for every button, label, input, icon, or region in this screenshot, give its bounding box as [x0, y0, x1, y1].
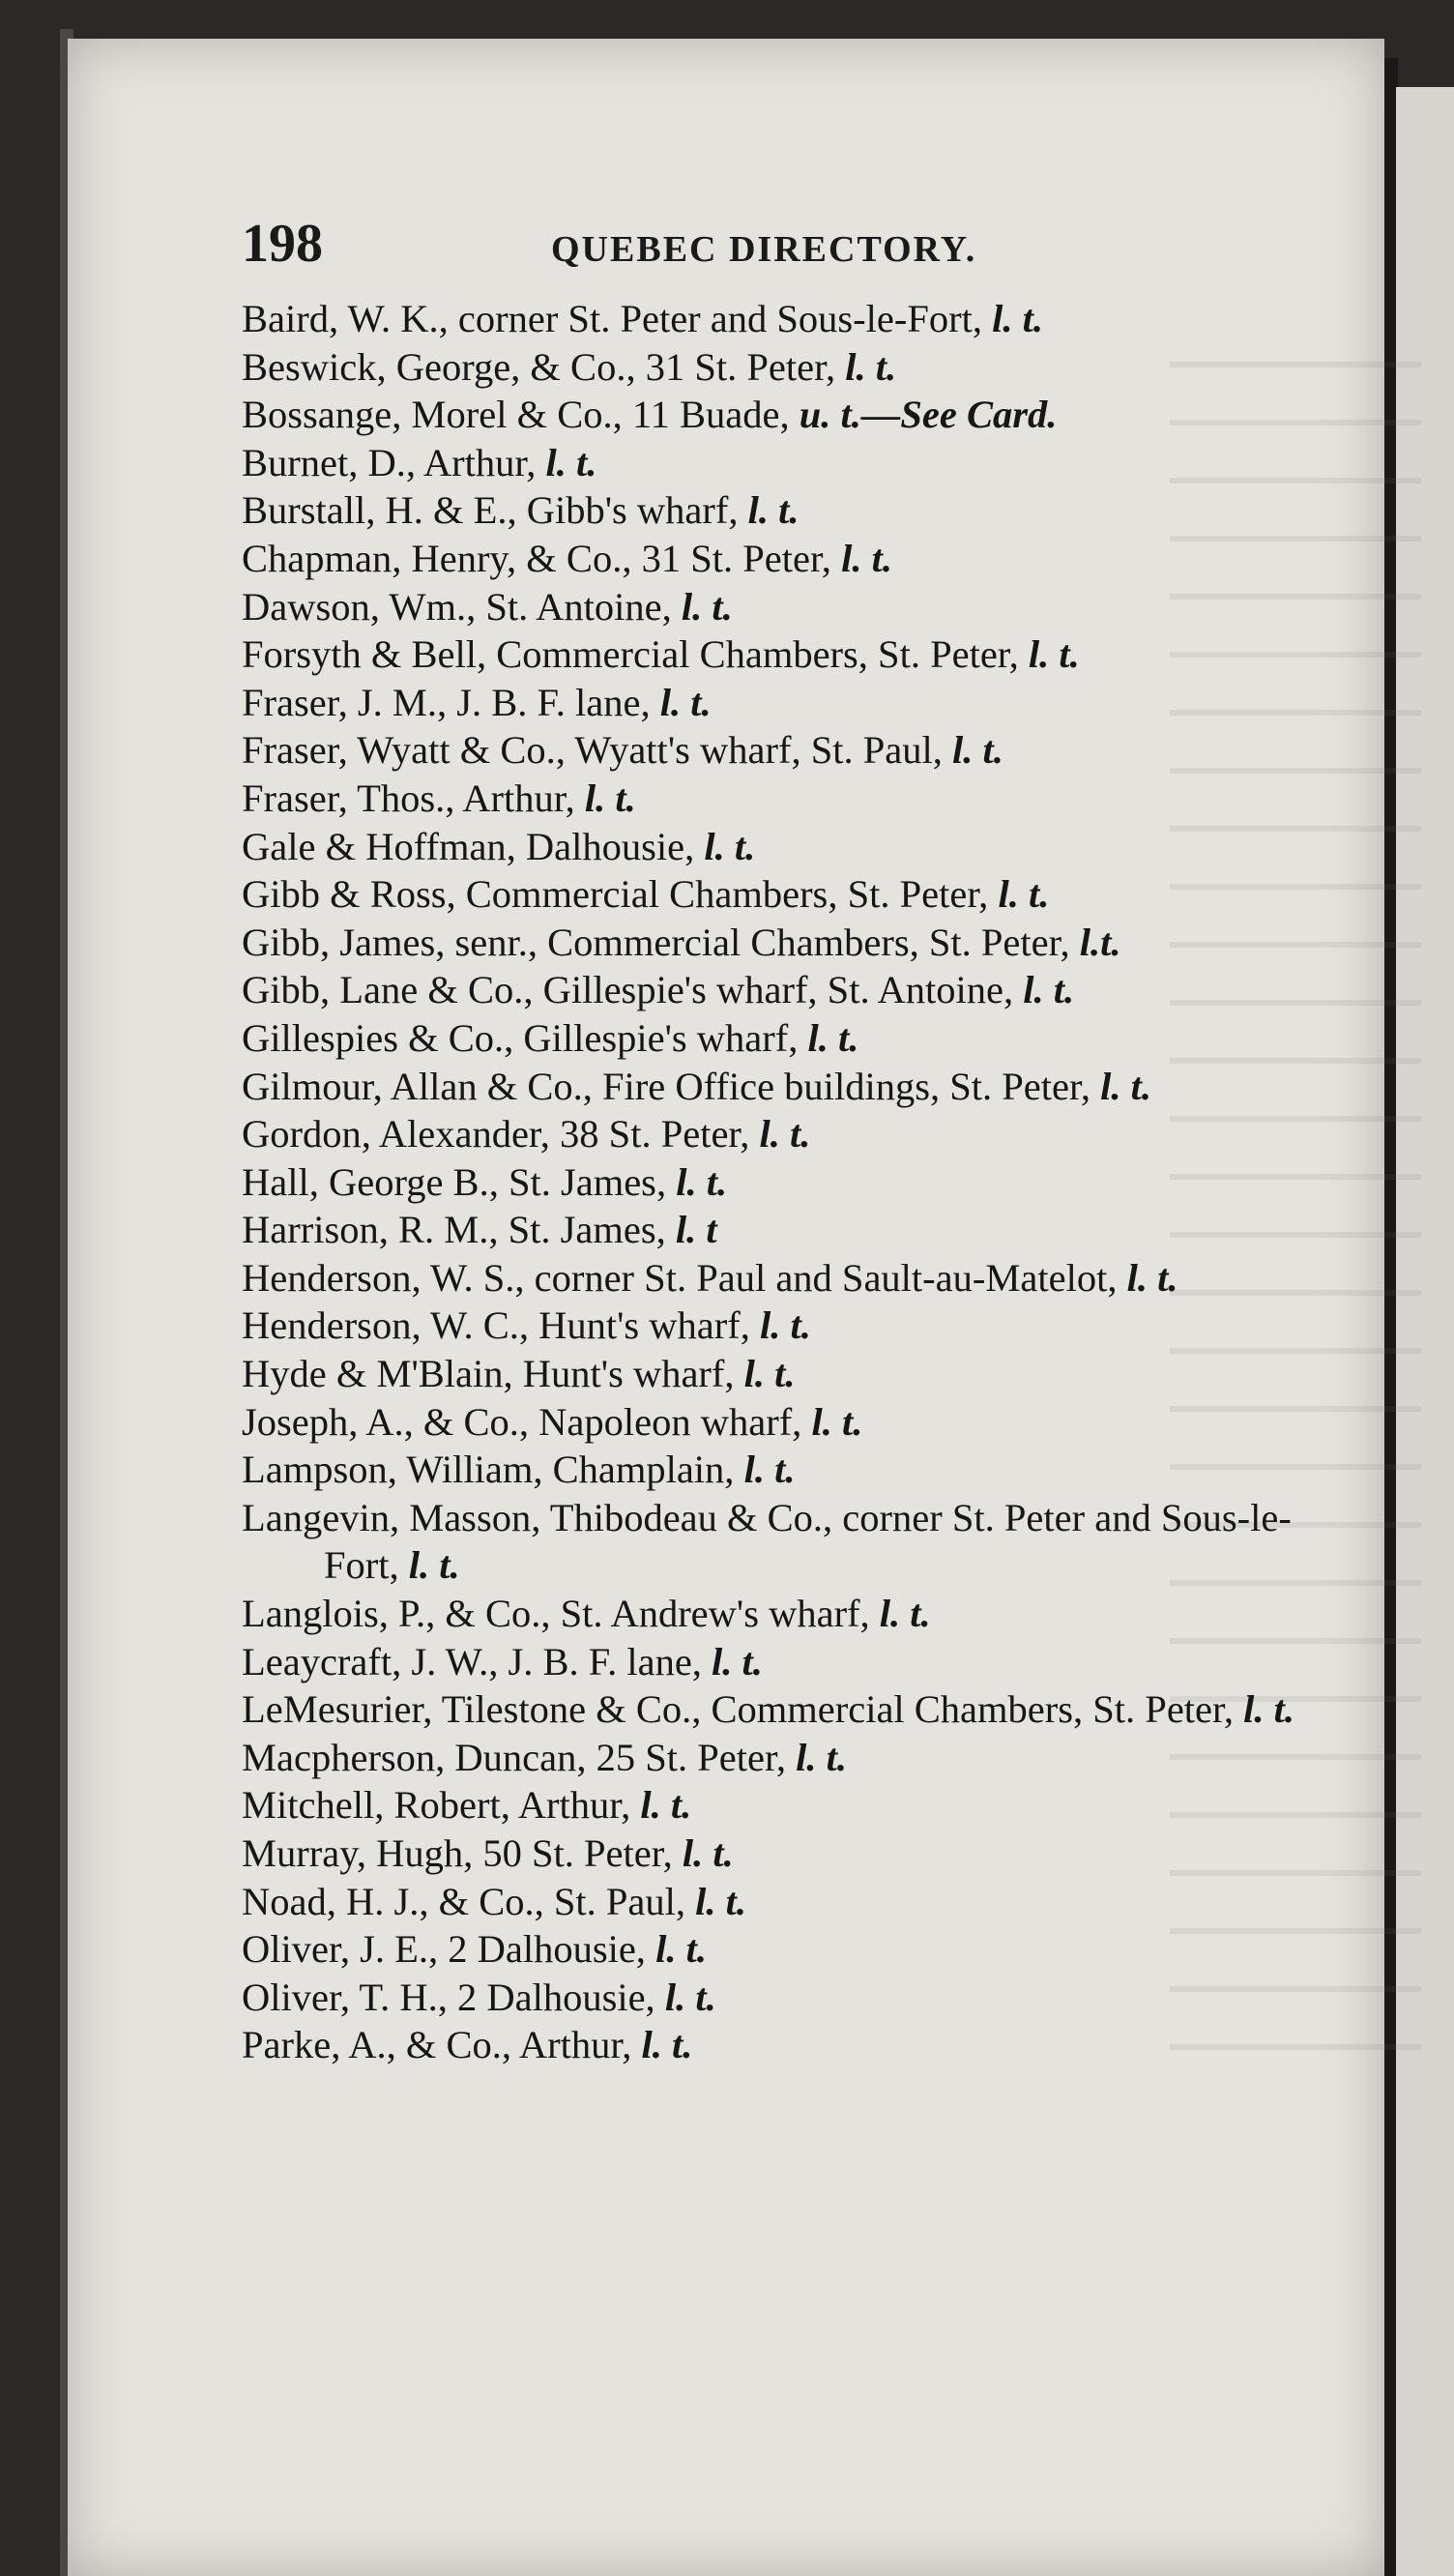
directory-entry: [242, 679, 1315, 727]
entry-locality: l. t.: [743, 1448, 796, 1492]
directory-entry: [242, 1685, 1315, 1734]
directory-entry: [242, 870, 1315, 919]
entry-locality: l. t.: [879, 1592, 931, 1636]
entry-text: Henderson, W. S., corner St. Paul and Sault-au-Matelot,: [242, 1255, 1127, 1300]
entry-text: Bossange, Morel & Co., 11 Buade,: [242, 393, 800, 437]
entry-text: Burnet, D., Arthur,: [242, 440, 546, 484]
directory-entry: [242, 1974, 1315, 2022]
directory-entry: [242, 391, 1315, 439]
directory-entry: [242, 1830, 1315, 1878]
entry-text: Macpherson, Duncan, 25 St. Peter,: [242, 1735, 797, 1779]
directory-entry: [242, 726, 1315, 775]
directory-entry: [242, 486, 1315, 535]
entry-text: Oliver, T. H., 2 Dalhousie,: [242, 1975, 665, 2019]
directory-entry: [242, 1063, 1315, 1111]
entry-locality: l. t.: [545, 440, 597, 484]
entry-locality: l. t.: [682, 1831, 734, 1875]
running-title: QUEBEC DIRECTORY.: [551, 229, 977, 270]
directory-entry: [242, 1302, 1315, 1350]
entry-text: Gordon, Alexander, 38 St. Peter,: [242, 1112, 760, 1156]
entry-text: LeMesurier, Tilestone & Co., Commercial Chambers, St. Peter,: [242, 1687, 1244, 1732]
directory-entry: [242, 1925, 1315, 1974]
entry-locality: l. t.: [712, 1639, 763, 1683]
entry-text: Gilmour, Allan & Co., Fire Office buildings, St. Peter,: [242, 1064, 1101, 1108]
entry-locality: l. t.: [641, 2023, 693, 2067]
entry-text: Langevin, Masson, Thibodeau & Co., corner St. Peter and Sous-le-Fort,: [242, 1495, 1292, 1588]
directory-entry: [242, 1206, 1315, 1254]
entry-locality: l. t.: [408, 1543, 460, 1588]
entry-locality: l. t.: [1243, 1687, 1295, 1732]
directory-entry: [242, 775, 1315, 823]
entry-locality: l. t: [675, 1208, 717, 1252]
entry-locality: l. t.: [584, 776, 636, 820]
entry-locality: l. t.: [759, 1112, 811, 1156]
entry-text: Fraser, J. M., J. B. F. lane,: [242, 680, 660, 724]
entry-locality: l. t.: [951, 728, 1003, 773]
entry-locality: l. t.: [1126, 1255, 1178, 1300]
directory-entry: [242, 343, 1315, 392]
entry-locality: u. t.—See Card.: [799, 393, 1058, 437]
entry-text: Fraser, Thos., Arthur,: [242, 776, 585, 820]
entry-text: Langlois, P., & Co., St. Andrew's wharf,: [242, 1592, 880, 1636]
entry-text: Chapman, Henry, & Co., 31 St. Peter,: [242, 536, 842, 580]
entry-locality: l. t.: [796, 1735, 848, 1779]
page-number: 198: [242, 214, 323, 274]
entry-locality: l. t.: [992, 297, 1044, 340]
entry-text: Hyde & M'Blain, Hunt's wharf,: [242, 1352, 744, 1396]
directory-entry: [242, 439, 1315, 487]
directory-entry: [242, 2021, 1315, 2069]
directory-entry: [242, 1398, 1315, 1447]
entry-locality: l. t.: [1028, 632, 1080, 677]
directory-entry: [242, 823, 1315, 871]
entry-text: Gibb, James, senr., Commercial Chambers, St. Peter,: [242, 920, 1080, 964]
directory-entry: [242, 1446, 1315, 1494]
entry-text: Hall, George B., St. James,: [242, 1159, 677, 1204]
directory-entries: [242, 295, 1315, 2069]
entry-locality: l. t.: [676, 1159, 728, 1204]
entry-text: Noad, H. J., & Co., St. Paul,: [242, 1879, 696, 1923]
directory-entry: [242, 966, 1315, 1014]
directory-entry: [242, 1494, 1315, 1590]
entry-text: Gibb & Ross, Commercial Chambers, St. Peter,: [242, 872, 999, 917]
directory-entry: [242, 1350, 1315, 1398]
entry-text: Dawson, Wm., St. Antoine,: [242, 584, 682, 629]
entry-locality: l.t.: [1079, 920, 1121, 964]
entry-locality: l. t.: [743, 1352, 796, 1396]
entry-locality: l. t.: [998, 872, 1050, 917]
entry-text: Beswick, George, & Co., 31 St. Peter,: [242, 344, 846, 389]
entry-text: Forsyth & Bell, Commercial Chambers, St. Peter,: [242, 632, 1029, 677]
entry-text: Henderson, W. C., Hunt's wharf,: [242, 1303, 760, 1348]
directory-entry: [242, 295, 1315, 343]
entry-text: Fraser, Wyatt & Co., Wyatt's wharf, St. Paul,: [242, 728, 952, 773]
entry-text: Murray, Hugh, 50 St. Peter,: [242, 1831, 683, 1875]
directory-entry: [242, 630, 1315, 679]
entry-text: Mitchell, Robert, Arthur,: [242, 1783, 641, 1828]
entry-locality: l. t.: [807, 1015, 859, 1060]
entry-locality: l. t.: [760, 1303, 811, 1348]
entry-text: Harrison, R. M., St. James,: [242, 1208, 676, 1252]
directory-entry: [242, 1590, 1315, 1638]
directory-entry: [242, 919, 1315, 967]
entry-locality: l. t.: [811, 1399, 863, 1444]
entry-text: Leaycraft, J. W., J. B. F. lane,: [242, 1639, 712, 1683]
directory-entry: [242, 535, 1315, 583]
entry-locality: l. t.: [695, 1879, 747, 1923]
entry-text: Lampson, William, Champlain,: [242, 1448, 744, 1492]
entry-locality: l. t.: [640, 1783, 692, 1828]
directory-entry: [242, 1638, 1315, 1686]
entry-text: Burstall, H. & E., Gibb's wharf,: [242, 488, 748, 533]
page-header: [242, 213, 1266, 280]
entry-locality: l. t.: [747, 488, 800, 533]
directory-entry: [242, 1158, 1315, 1207]
entry-locality: l. t.: [681, 584, 733, 629]
directory-entry: [242, 1734, 1315, 1782]
directory-entry: [242, 1781, 1315, 1830]
entry-text: Gillespies & Co., Gillespie's wharf,: [242, 1015, 808, 1060]
entry-locality: l. t.: [1100, 1064, 1151, 1108]
entry-locality: l. t.: [664, 1975, 716, 2019]
entry-text: Parke, A., & Co., Arthur,: [242, 2023, 642, 2067]
directory-entry: [242, 1110, 1315, 1158]
entry-text: Gale & Hoffman, Dalhousie,: [242, 824, 705, 868]
entry-text: Joseph, A., & Co., Napoleon wharf,: [242, 1399, 812, 1444]
directory-entry: [242, 1254, 1315, 1303]
entry-locality: l. t.: [845, 344, 897, 389]
directory-entry: [242, 1014, 1315, 1063]
directory-entry: [242, 583, 1315, 631]
directory-entry: [242, 1878, 1315, 1926]
entry-locality: l. t.: [659, 680, 712, 724]
entry-locality: l. t.: [841, 536, 892, 580]
entry-locality: l. t.: [704, 824, 756, 868]
entry-text: Baird, W. K., corner St. Peter and Sous-le-Fort,: [242, 297, 993, 340]
entry-locality: l. t.: [655, 1927, 707, 1972]
entry-locality: l. t.: [1023, 968, 1075, 1012]
entry-text: Oliver, J. E., 2 Dalhousie,: [242, 1927, 656, 1972]
entry-text: Gibb, Lane & Co., Gillespie's wharf, St. Antoine,: [242, 968, 1024, 1012]
